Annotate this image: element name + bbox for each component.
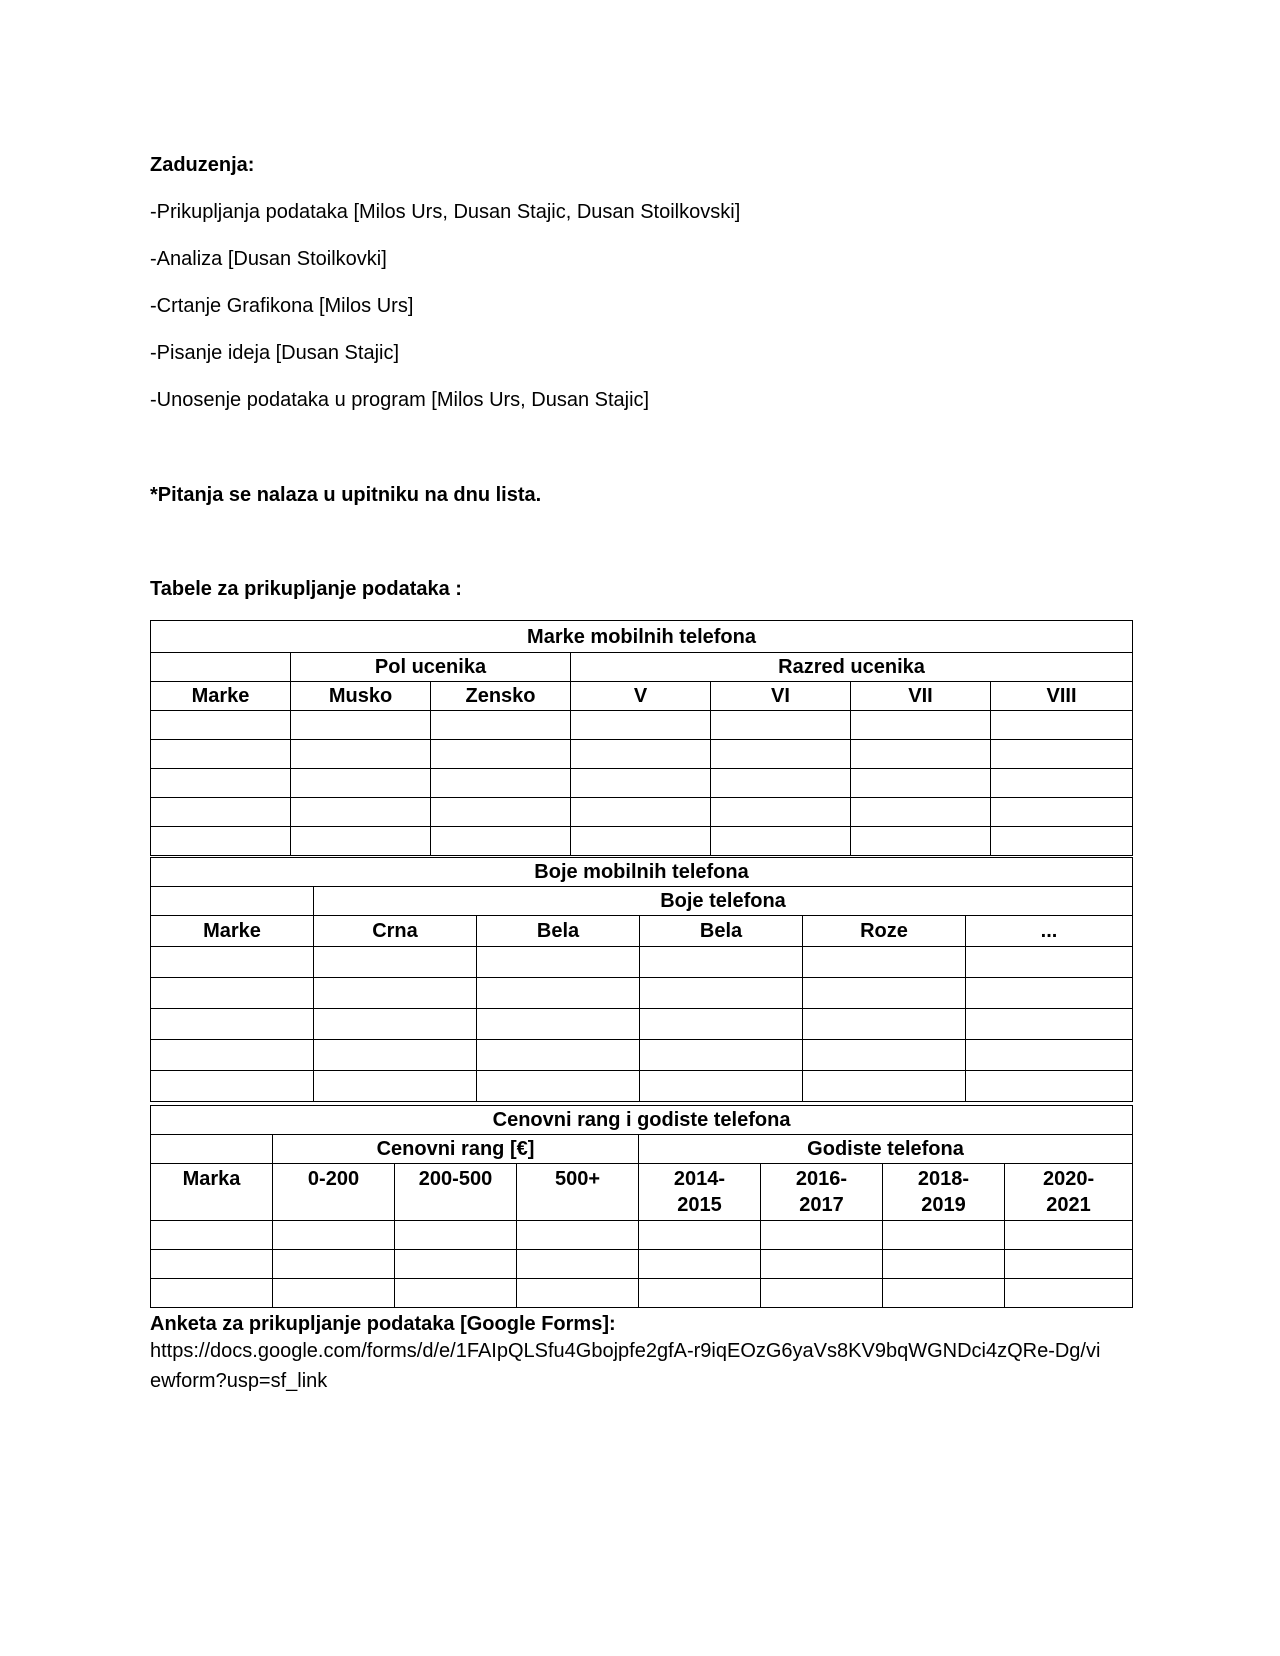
data-cell[interactable] — [640, 1071, 803, 1102]
table-row — [151, 947, 1133, 978]
data-cell[interactable] — [639, 1221, 761, 1250]
data-cell[interactable] — [640, 1040, 803, 1071]
year-line: 2021 — [1046, 1194, 1091, 1216]
column-header-brand: Marke — [151, 682, 291, 711]
data-cell[interactable] — [571, 769, 711, 798]
data-cell[interactable] — [991, 711, 1133, 740]
data-cell[interactable] — [273, 1250, 395, 1279]
questionnaire-note: *Pitanja se nalaza u upitniku na dnu lista. — [150, 484, 542, 506]
data-cell[interactable] — [477, 978, 640, 1009]
data-cell[interactable] — [151, 1040, 314, 1071]
data-cell[interactable] — [314, 947, 477, 978]
data-cell[interactable] — [711, 798, 851, 827]
data-cell[interactable] — [314, 978, 477, 1009]
column-header-more: ... — [966, 916, 1133, 947]
data-cell[interactable] — [314, 1040, 477, 1071]
assignments-heading: Zaduzenja: — [150, 154, 255, 176]
data-cell[interactable] — [991, 827, 1133, 856]
data-cell[interactable] — [991, 740, 1133, 769]
table-row — [151, 1279, 1133, 1308]
column-header-grade-5: V — [571, 682, 711, 711]
column-header-price-500-plus: 500+ — [517, 1164, 639, 1221]
survey-heading: Anketa za prikupljanje podataka [Google Forms]: — [150, 1313, 616, 1335]
data-cell[interactable] — [803, 978, 966, 1009]
data-cell[interactable] — [477, 1009, 640, 1040]
data-cell[interactable] — [966, 947, 1133, 978]
data-cell[interactable] — [803, 947, 966, 978]
price-year-table — [150, 1105, 1133, 1308]
data-cell[interactable] — [517, 1250, 639, 1279]
data-cell[interactable] — [991, 798, 1133, 827]
data-cell[interactable] — [851, 711, 991, 740]
column-header-grade-6: VI — [711, 682, 851, 711]
data-cell[interactable] — [640, 1009, 803, 1040]
empty-cell — [151, 887, 314, 916]
data-cell[interactable] — [640, 947, 803, 978]
data-cell[interactable] — [395, 1221, 517, 1250]
data-cell[interactable] — [711, 827, 851, 856]
colors-table-title: Boje mobilnih telefona — [151, 858, 1133, 887]
data-cell[interactable] — [273, 1279, 395, 1308]
data-cell[interactable] — [851, 827, 991, 856]
data-cell[interactable] — [711, 740, 851, 769]
table-row — [151, 978, 1133, 1009]
data-cell[interactable] — [571, 711, 711, 740]
column-header-year-2016-2017 — [761, 1164, 883, 1221]
data-cell[interactable] — [851, 769, 991, 798]
data-cell[interactable] — [761, 1221, 883, 1250]
year-line: 2015 — [677, 1194, 722, 1216]
assignment-item: -Pisanje ideja [Dusan Stajic] — [150, 342, 400, 364]
data-cell[interactable] — [314, 1009, 477, 1040]
data-cell[interactable] — [291, 798, 431, 827]
year-line: 2016- — [795, 1168, 848, 1190]
data-cell[interactable] — [431, 740, 571, 769]
table-row — [151, 827, 1133, 856]
data-cell[interactable] — [151, 1279, 273, 1308]
data-cell[interactable] — [291, 769, 431, 798]
data-cell[interactable] — [431, 798, 571, 827]
assignment-item: -Unosenje podataka u program [Milos Urs, Dusan Stajic] — [150, 389, 650, 411]
data-cell[interactable] — [395, 1279, 517, 1308]
year-group-header: Godiste telefona — [639, 1135, 1133, 1164]
year-line: 2014- — [673, 1168, 726, 1190]
data-cell[interactable] — [477, 1071, 640, 1102]
data-cell[interactable] — [803, 1071, 966, 1102]
table-row — [151, 1250, 1133, 1279]
table-row — [151, 1009, 1133, 1040]
data-cell[interactable] — [883, 1279, 1005, 1308]
empty-cell — [151, 1135, 273, 1164]
data-cell[interactable] — [273, 1221, 395, 1250]
data-cell[interactable] — [639, 1279, 761, 1308]
column-header-year-2014-2015 — [639, 1164, 761, 1221]
year-line: 2017 — [799, 1194, 844, 1216]
data-cell[interactable] — [883, 1221, 1005, 1250]
data-cell[interactable] — [151, 978, 314, 1009]
data-cell[interactable] — [151, 711, 291, 740]
column-header-male: Musko — [291, 682, 431, 711]
column-header-grade-8: VIII — [991, 682, 1133, 711]
data-cell[interactable] — [640, 978, 803, 1009]
assignment-item: -Crtanje Grafikona [Milos Urs] — [150, 295, 414, 317]
table-row — [151, 711, 1133, 740]
data-cell[interactable] — [151, 1009, 314, 1040]
price-year-table-title: Cenovni rang i godiste telefona — [151, 1106, 1133, 1135]
data-cell[interactable] — [1005, 1250, 1133, 1279]
data-cell[interactable] — [151, 740, 291, 769]
column-header-price-0-200: 0-200 — [273, 1164, 395, 1221]
table-row — [151, 1040, 1133, 1071]
data-cell[interactable] — [966, 978, 1133, 1009]
year-line: 2020- — [1042, 1168, 1095, 1190]
column-header-white-2: Bela — [640, 916, 803, 947]
data-cell[interactable] — [851, 740, 991, 769]
data-cell[interactable] — [711, 711, 851, 740]
table-row — [151, 769, 1133, 798]
column-header-white: Bela — [477, 916, 640, 947]
data-cell[interactable] — [314, 1071, 477, 1102]
column-header-pink: Roze — [803, 916, 966, 947]
column-header-year-2018-2019 — [883, 1164, 1005, 1221]
data-cell[interactable] — [151, 1221, 273, 1250]
assignment-item: -Prikupljanja podataka [Milos Urs, Dusan Stajic, Dusan Stoilkovski] — [150, 201, 741, 223]
data-cell[interactable] — [1005, 1221, 1133, 1250]
data-cell[interactable] — [395, 1250, 517, 1279]
grade-group-header: Razred ucenika — [571, 653, 1133, 682]
table-row — [151, 1071, 1133, 1102]
data-cell[interactable] — [151, 947, 314, 978]
empty-cell — [151, 653, 291, 682]
data-cell[interactable] — [291, 740, 431, 769]
data-cell[interactable] — [883, 1250, 1005, 1279]
price-group-header: Cenovni rang [€] — [273, 1135, 639, 1164]
data-cell[interactable] — [517, 1221, 639, 1250]
data-cell[interactable] — [571, 798, 711, 827]
column-header-brand: Marke — [151, 916, 314, 947]
data-cell[interactable] — [1005, 1279, 1133, 1308]
column-header-year-2020-2021 — [1005, 1164, 1133, 1221]
data-cell[interactable] — [151, 769, 291, 798]
column-header-grade-7: VII — [851, 682, 991, 711]
data-cell[interactable] — [966, 1040, 1133, 1071]
column-header-black: Crna — [314, 916, 477, 947]
data-cell[interactable] — [571, 827, 711, 856]
data-cell[interactable] — [291, 827, 431, 856]
colors-table — [150, 857, 1133, 1102]
data-cell[interactable] — [151, 1250, 273, 1279]
data-cell[interactable] — [571, 740, 711, 769]
column-header-price-200-500: 200-500 — [395, 1164, 517, 1221]
brands-table-title: Marke mobilnih telefona — [151, 621, 1133, 653]
column-header-female: Zensko — [431, 682, 571, 711]
data-cell[interactable] — [517, 1279, 639, 1308]
data-cell[interactable] — [639, 1250, 761, 1279]
data-cell[interactable] — [803, 1009, 966, 1040]
data-cell[interactable] — [851, 798, 991, 827]
column-header-brand: Marka — [151, 1164, 273, 1221]
data-cell[interactable] — [291, 711, 431, 740]
gender-group-header: Pol ucenika — [291, 653, 571, 682]
table-row — [151, 1221, 1133, 1250]
survey-link[interactable]: https://docs.google.com/forms/d/e/1FAIpQLSfu4Gbojpfe2gfA-r9iqEOzG6yaVs8KV9bqWGNDci4zQRe-Dg/viewform?usp=sf_link — [150, 1340, 1101, 1392]
colors-group-header: Boje telefona — [314, 887, 1133, 916]
data-cell[interactable] — [151, 798, 291, 827]
data-cell[interactable] — [803, 1040, 966, 1071]
data-cell[interactable] — [431, 769, 571, 798]
data-cell[interactable] — [431, 827, 571, 856]
year-line: 2018- — [917, 1168, 970, 1190]
data-cell[interactable] — [711, 769, 851, 798]
data-cell[interactable] — [761, 1250, 883, 1279]
data-cell[interactable] — [761, 1279, 883, 1308]
brands-table — [150, 620, 1133, 856]
data-cell[interactable] — [151, 827, 291, 856]
data-cell[interactable] — [991, 769, 1133, 798]
table-row — [151, 740, 1133, 769]
assignment-item: -Analiza [Dusan Stoilkovki] — [150, 248, 387, 270]
data-cell[interactable] — [151, 1071, 314, 1102]
year-line: 2019 — [921, 1194, 966, 1216]
data-cell[interactable] — [477, 947, 640, 978]
data-cell[interactable] — [431, 711, 571, 740]
data-cell[interactable] — [966, 1009, 1133, 1040]
table-row — [151, 798, 1133, 827]
data-cell[interactable] — [477, 1040, 640, 1071]
data-cell[interactable] — [966, 1071, 1133, 1102]
tables-heading: Tabele za prikupljanje podataka : — [150, 578, 462, 600]
